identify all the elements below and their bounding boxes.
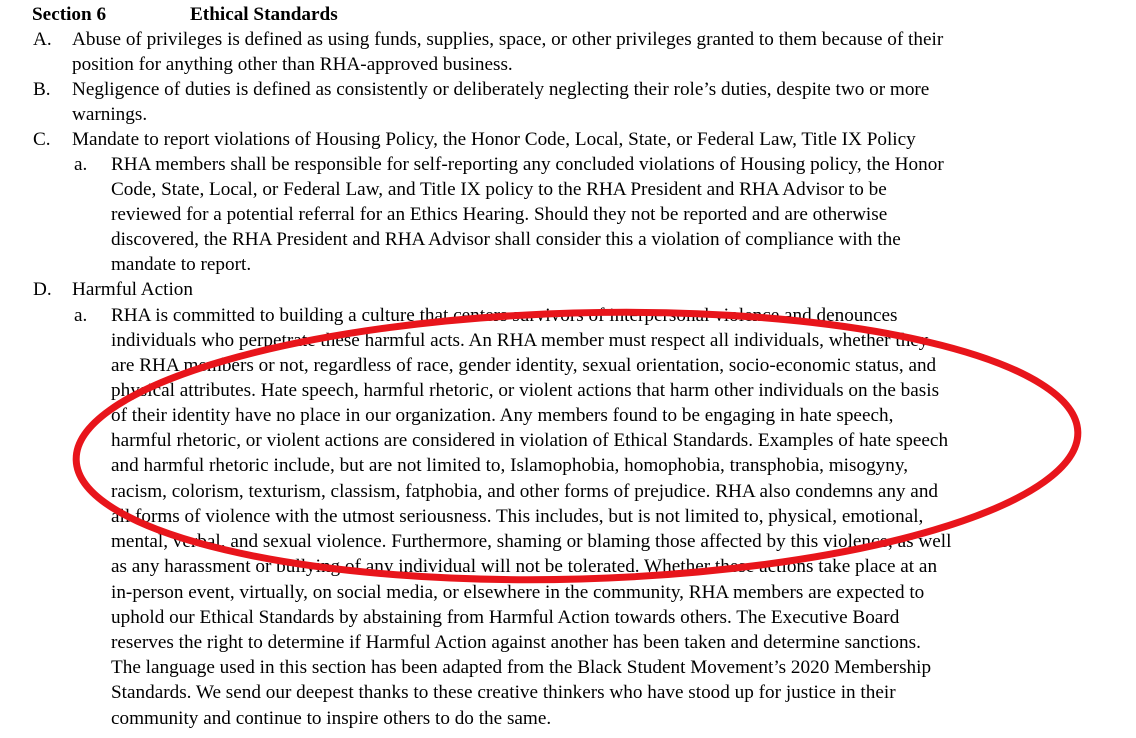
item-d-sub-a-line-10: mental, verbal, and sexual violence. Furthermore, shaming or blaming those affected by this violence, as well xyxy=(111,531,952,552)
section-title: Ethical Standards xyxy=(190,4,338,25)
item-c-marker: C. xyxy=(33,129,51,150)
item-c-sub-a-line-5: mandate to report. xyxy=(111,254,252,275)
item-c-sub-a-line-1: RHA members shall be responsible for self-reporting any concluded violations of Housing policy, the Honor xyxy=(111,154,944,175)
item-a-line-1: Abuse of privileges is defined as using funds, supplies, space, or other privileges granted to them because of their xyxy=(72,29,944,50)
item-c-sub-a-marker: a. xyxy=(74,154,88,175)
item-d-sub-a-line-4: physical attributes. Hate speech, harmful rhetoric, or violent actions that harm other individuals on the basis xyxy=(111,380,940,401)
item-d-sub-a-marker: a. xyxy=(74,305,88,326)
item-c-sub-a-line-3: reviewed for a potential referral for an Ethics Hearing. Should they not be reported and are otherwise xyxy=(111,204,888,225)
item-a-line-2: position for anything other than RHA-approved business. xyxy=(72,54,513,75)
item-d-sub-a-line-5: of their identity have no place in our organization. Any members found to be engaging in hate speech, xyxy=(111,405,894,426)
item-b-line-2: warnings. xyxy=(72,104,148,125)
item-d-sub-a-line-14: reserves the right to determine if Harmful Action against another has been taken and determine sanctions. xyxy=(111,632,921,653)
section-number: Section 6 xyxy=(32,4,107,25)
item-c-sub-a-line-4: discovered, the RHA President and RHA Advisor shall consider this a violation of compliance with the xyxy=(111,229,901,250)
item-d-sub-a-line-7: and harmful rhetoric include, but are not limited to, Islamophobia, homophobia, transphobia, misogyny, xyxy=(111,455,909,476)
item-d-sub-a-line-11: as any harassment or bullying of any individual will not be tolerated. Whether these actions take place at an xyxy=(111,556,938,577)
item-d-sub-a-line-13: uphold our Ethical Standards by abstaining from Harmful Action towards others. The Executive Board xyxy=(111,607,900,628)
item-d-sub-a-line-3: are RHA members or not, regardless of race, gender identity, sexual orientation, socio-economic status, and xyxy=(111,355,937,376)
item-c-sub-a-line-2: Code, State, Local, or Federal Law, and Title IX policy to the RHA President and RHA Advisor to be xyxy=(111,179,887,200)
item-d-sub-a-line-2: individuals who perpetrate these harmful acts. An RHA member must respect all individuals, whether they xyxy=(111,330,929,351)
item-a-marker: A. xyxy=(33,29,52,50)
item-d-sub-a-line-8: racism, colorism, texturism, classism, fatphobia, and other forms of prejudice. RHA also condemns any and xyxy=(111,481,939,502)
item-d-sub-a-line-12: in-person event, virtually, on social media, or elsewhere in the community, RHA members are expected to xyxy=(111,582,925,603)
item-b-marker: B. xyxy=(33,79,51,100)
item-d-sub-a-line-1: RHA is committed to building a culture that centers survivors of interpersonal violence and denounces xyxy=(111,305,898,326)
item-c-line-1: Mandate to report violations of Housing Policy, the Honor Code, Local, State, or Federal Law, Title IX Policy xyxy=(72,129,916,150)
item-d-sub-a-line-17: community and continue to inspire others to do the same. xyxy=(111,708,552,729)
item-d-marker: D. xyxy=(33,279,52,300)
item-d-sub-a-line-6: harmful rhetoric, or violent actions are considered in violation of Ethical Standards. Examples of hate speech xyxy=(111,430,949,451)
item-d-sub-a-line-9: all forms of violence with the utmost seriousness. This includes, but is not limited to, physical, emotional, xyxy=(111,506,924,527)
item-d-sub-a-line-16: Standards. We send our deepest thanks to these creative thinkers who have stood up for justice in their xyxy=(111,682,896,703)
item-b-line-1: Negligence of duties is defined as consistently or deliberately neglecting their role’s duties, despite two or more xyxy=(72,79,930,100)
item-d-sub-a-line-15: The language used in this section has been adapted from the Black Student Movement’s 2020 Membership xyxy=(111,657,932,678)
item-d-line-1: Harmful Action xyxy=(72,279,193,300)
